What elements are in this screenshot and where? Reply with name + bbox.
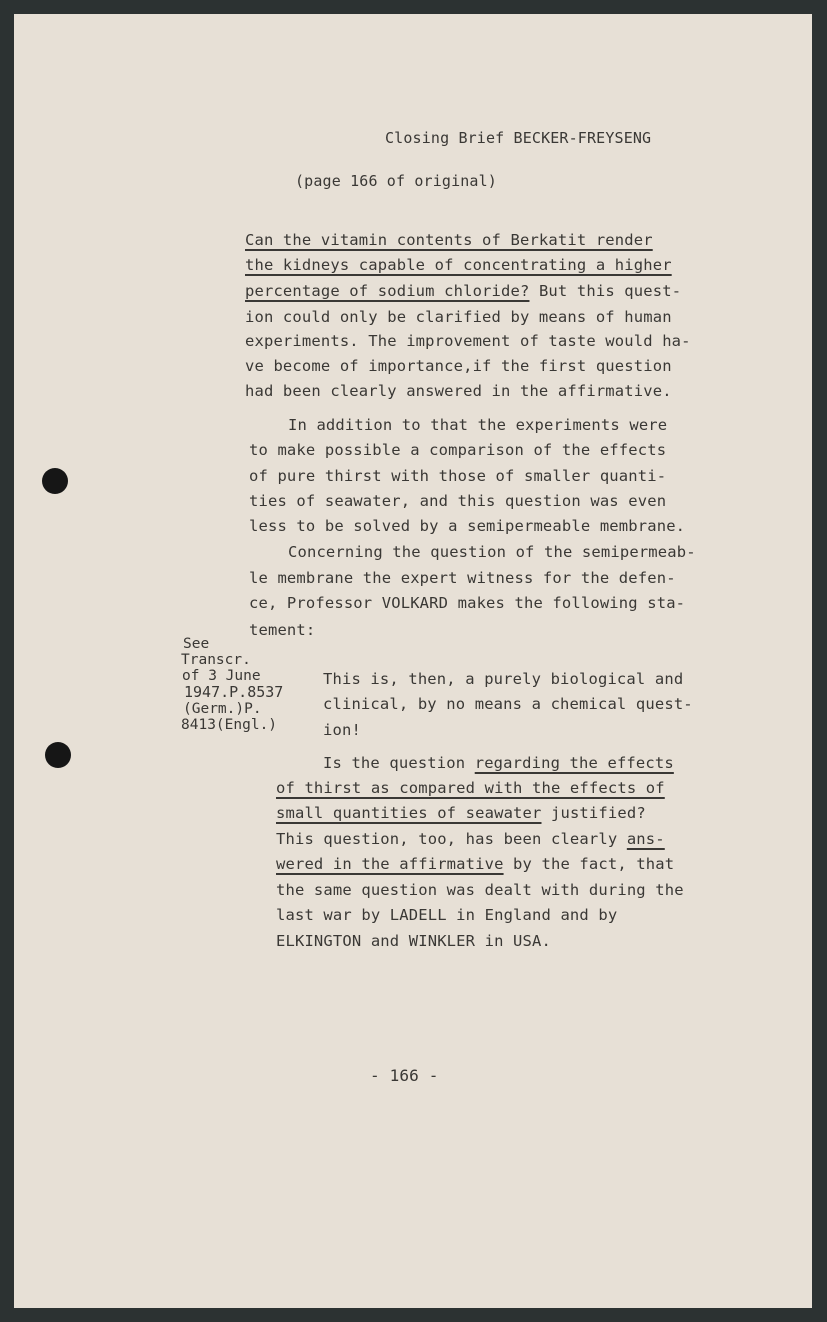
paragraph-2-line-2: to make possible a comparison of the effects <box>249 441 667 459</box>
paragraph-4-line-8: ELKINGTON and WINKLER in USA. <box>276 932 551 950</box>
paragraph-1-line-1: Can the vitamin contents of Berkatit render <box>245 231 653 249</box>
line-start: Is the question <box>323 754 475 772</box>
paragraph-1-line-7: had been clearly answered in the affirmative. <box>245 382 672 400</box>
quote-line-1: This is, then, a purely biological and <box>323 670 684 688</box>
quote-line-3: ion! <box>323 721 361 739</box>
margin-note-line-1: See <box>183 636 210 652</box>
margin-note-line-2: Transcr. <box>181 652 251 668</box>
paragraph-2-line-5: less to be solved by a semipermeable membrane. <box>249 517 686 535</box>
page-reference: (page 166 of original) <box>295 172 497 190</box>
quote-line-2: clinical, by no means a chemical quest- <box>323 695 693 713</box>
paragraph-3-line-4: tement: <box>249 621 316 639</box>
paragraph-2-line-3: of pure thirst with those of smaller quanti- <box>249 467 667 485</box>
document-page <box>14 14 812 1308</box>
paragraph-1-line-4: ion could only be clarified by means of human <box>245 308 672 326</box>
paragraph-3-line-3: ce, Professor VOLKARD makes the following sta- <box>249 594 686 612</box>
margin-note-line-4: 1947.P.8537 <box>184 683 284 701</box>
paragraph-3-line-1: Concerning the question of the semipermeab- <box>288 543 696 561</box>
line-continuation: by the fact, that <box>503 855 675 873</box>
paragraph-4-line-1 <box>323 756 674 772</box>
paragraph-2-line-4: ties of seawater, and this question was even <box>249 492 667 510</box>
paragraph-4-line-3 <box>276 806 646 822</box>
paragraph-4-line-5 <box>276 857 674 873</box>
paragraph-1-line-3 <box>245 284 681 300</box>
page-number: - 166 - <box>370 1066 439 1085</box>
margin-note-line-5: (Germ.)P. <box>183 701 262 717</box>
paragraph-1-line-6: ve become of importance,if the first question <box>245 357 672 375</box>
underlined-phrase: small quantities of seawater <box>276 804 542 822</box>
margin-note-line-3: of 3 June <box>182 668 261 684</box>
underlined-phrase: regarding the effects <box>474 754 674 772</box>
paragraph-4-line-6: the same question was dealt with during the <box>276 881 684 899</box>
paragraph-1-line-5: experiments. The improvement of taste would ha- <box>245 332 691 350</box>
paragraph-1-line-2: the kidneys capable of concentrating a higher <box>245 256 672 274</box>
line-start: This question, too, has been clearly <box>276 830 627 848</box>
paragraph-4-line-7: last war by LADELL in England and by <box>276 906 618 924</box>
punch-hole-top <box>42 468 68 494</box>
line-continuation: justified? <box>541 804 646 822</box>
document-title: Closing Brief BECKER-FREYSENG <box>385 129 652 147</box>
paragraph-3-line-2: le membrane the expert witness for the defen- <box>249 569 676 587</box>
underlined-phrase: ans- <box>626 830 665 848</box>
paragraph-2-line-1: In addition to that the experiments were <box>288 416 668 434</box>
paragraph-4-line-4 <box>276 832 665 848</box>
paragraph-4-line-2: of thirst as compared with the effects of <box>276 779 665 797</box>
margin-note-line-6: 8413(Engl.) <box>181 717 278 733</box>
underlined-phrase: wered in the affirmative <box>276 855 504 873</box>
line-continuation: But this quest- <box>529 282 682 300</box>
punch-hole-bottom <box>45 742 71 768</box>
underlined-phrase: percentage of sodium chloride? <box>245 282 530 300</box>
